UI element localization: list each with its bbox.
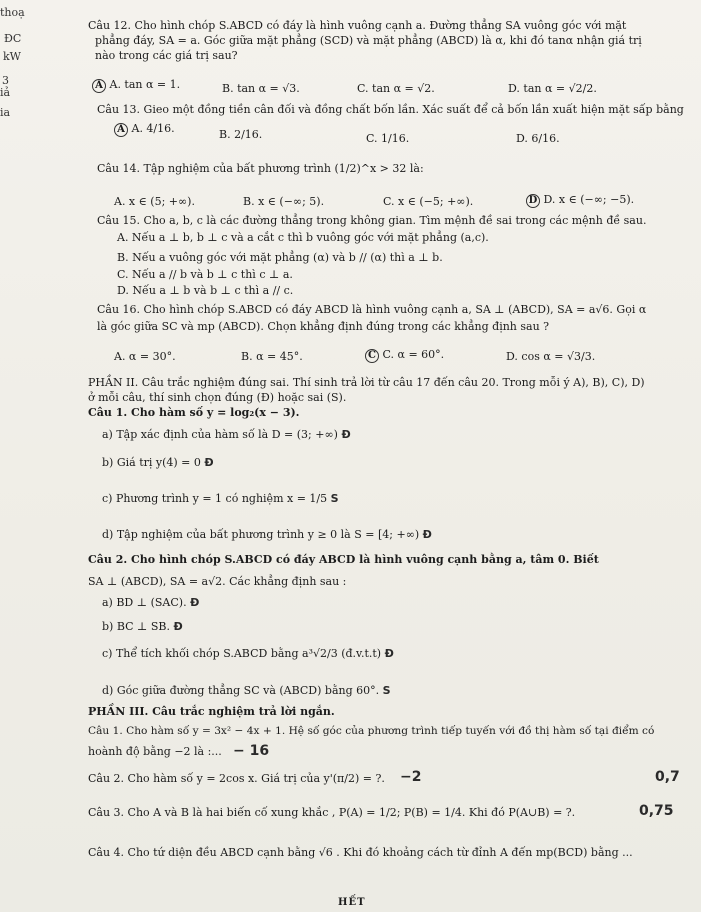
q12-line-1: Câu 12. Cho hình chóp S.ABCD có đáy là hình vuông cạnh a. Đường thẳng SA vuông góc với mặt [88,19,627,32]
handwritten-mark: Đ [173,620,183,633]
q12-option-c: C. tan α = √2. [357,82,435,95]
part3-q1-line-2: hoành độ bằng −2 là :... [88,745,222,758]
q13-option-d: D. 6/16. [516,132,560,145]
q14-text: Câu 14. Tập nghiệm của bất phương trình (1/2)^x > 32 là: [97,162,424,175]
part2-q2-line-2: SA ⊥ (ABCD), SA = a√2. Các khẳng định sau : [88,575,347,588]
edge-text: iả [0,86,11,99]
part2-q1-item-a: a) Tập xác định của hàm số là D = (3; +∞) Đ [102,428,351,441]
part2-line-1: PHẦN II. Câu trắc nghiệm đúng sai. Thí sinh trả lời từ câu 17 đến câu 20. Trong mỗi ý A), B), C), D) [88,376,645,389]
part2-q2-line-1: Câu 2. Cho hình chóp S.ABCD có đáy ABCD là hình vuông cạnh bằng a, tâm 0. Biết [88,553,599,566]
q16-line-2: là góc giữa SC và mp (ABCD). Chọn khẳng định đúng trong các khẳng định sau ? [97,320,550,333]
handwritten-mark: Đ [204,456,214,469]
part3-q3-text: Câu 3. Cho A và B là hai biến cố xung khắc , P(A) = 1/2; P(B) = 1/4. Khi đó P(A∪B) = ?. [88,806,576,819]
handwritten-mark: Đ [422,528,432,541]
handwritten-mark: S [382,684,391,697]
q13-option-a: A A. 4/16. [114,122,175,137]
q14-option-b: B. x ∈ (−∞; 5). [243,195,325,208]
handwritten-answer: 0,7 [655,769,680,785]
handwritten-answer: −2 [400,769,422,785]
edge-text: kW [3,50,21,63]
q15-option-d: D. Nếu a ⊥ b và b ⊥ c thì a // c. [117,284,294,297]
circled-choice-mark: A [114,123,128,137]
edge-text: thoạ [0,6,25,19]
part2-q1-item-d: d) Tập nghiệm của bất phương trình y ≥ 0 là S = [4; +∞) Đ [102,528,432,541]
footer-end-mark: HẾT [338,897,366,908]
q16-option-d: D. cos α = √3/3. [506,350,596,363]
part3-q1-line-1: Câu 1. Cho hàm số y = 3x² − 4x + 1. Hệ số góc của phương trình tiếp tuyến với đồ thị hàm số tại điểm có [88,725,655,737]
handwritten-mark: Đ [190,596,200,609]
handwritten-mark: S [330,492,339,505]
q13-option-b: B. 2/16. [219,128,263,141]
part2-q2-item-d: d) Góc giữa đường thẳng SC và (ABCD) bằng 60°. S [102,684,391,697]
handwritten-answer: 0,75 [639,803,674,819]
circled-choice-mark: A [92,79,106,93]
part2-line-2: ở mỗi câu, thí sinh chọn đúng (Đ) hoặc sai (S). [88,391,347,404]
q14-option-a: A. x ∈ (5; +∞). [114,195,195,208]
part2-q2-item-c: c) Thể tích khối chóp S.ABCD bằng a³√2/3 (đ.v.t.t) Đ [102,647,394,660]
part2-q2-item-b: b) BC ⊥ SB. Đ [102,620,183,633]
part3-q2-text: Câu 2. Cho hàm số y = 2cos x. Giá trị của y'(π/2) = ?. [88,772,385,785]
q12-option-d: D. tan α = √2/2. [508,82,597,95]
circled-choice-mark: D [526,194,540,208]
q16-line-1: Câu 16. Cho hình chóp S.ABCD có đáy ABCD là hình vuông cạnh a, SA ⊥ (ABCD), SA = a√6. Gọi α [97,303,647,316]
q16-option-c: C C. α = 60°. [365,348,444,363]
part2-q1-item-c: c) Phương trình y = 1 có nghiệm x = 1/5 S [102,492,339,505]
q14-option-d: D D. x ∈ (−∞; −5). [526,193,634,208]
part2-q1-item-b: b) Giá trị y(4) = 0 Đ [102,456,214,469]
q13-option-c: C. 1/16. [366,132,410,145]
q16-option-b: B. α = 45°. [241,350,303,363]
q12-option-a: A A. tan α = 1. [92,78,180,93]
handwritten-answer: − 16 [233,743,270,759]
q15-option-a: A. Nếu a ⊥ b, b ⊥ c và a cắt c thì b vuông góc với mặt phẳng (a,c). [117,231,489,244]
q15-option-c: C. Nếu a // b và b ⊥ c thì c ⊥ a. [117,268,293,281]
part3-q4-text: Câu 4. Cho tứ diện đều ABCD cạnh bằng √6 . Khi đó khoảng cách từ đỉnh A đến mp(BCD) bằng ... [88,846,633,859]
q15-text: Câu 15. Cho a, b, c là các đường thẳng trong không gian. Tìm mệnh đề sai trong các mệnh đề sau. [97,214,647,227]
q12-option-b: B. tan α = √3. [222,82,300,95]
part2-q1-title: Câu 1. Cho hàm số y = log₂(x − 3). [88,406,300,419]
q12-line-3: nào trong các giá trị sau? [95,49,238,62]
q15-option-b: B. Nếu a vuông góc với mặt phẳng (α) và b // (α) thì a ⊥ b. [117,251,443,264]
edge-text: ĐC [4,32,22,45]
part3-title: PHẦN III. Câu trắc nghiệm trả lời ngắn. [88,705,335,718]
edge-text: ia [0,106,11,119]
q14-option-c: C. x ∈ (−5; +∞). [383,195,474,208]
part2-q2-item-a: a) BD ⊥ (SAC). Đ [102,596,200,609]
q13-text: Câu 13. Gieo một đồng tiền cân đối và đồng chất bốn lần. Xác suất để cả bốn lần xuất hiện mặt sấp bằng [97,103,684,116]
handwritten-mark: Đ [341,428,351,441]
handwritten-mark: Đ [384,647,394,660]
q12-line-2: phẳng đáy, SA = a. Góc giữa mặt phẳng (SCD) và mặt phẳng (ABCD) là α, khi đó tanα nhận giá trị [95,34,642,47]
edge-text: 3 [2,74,9,87]
circled-choice-mark: C [365,349,379,363]
q16-option-a: A. α = 30°. [114,350,176,363]
